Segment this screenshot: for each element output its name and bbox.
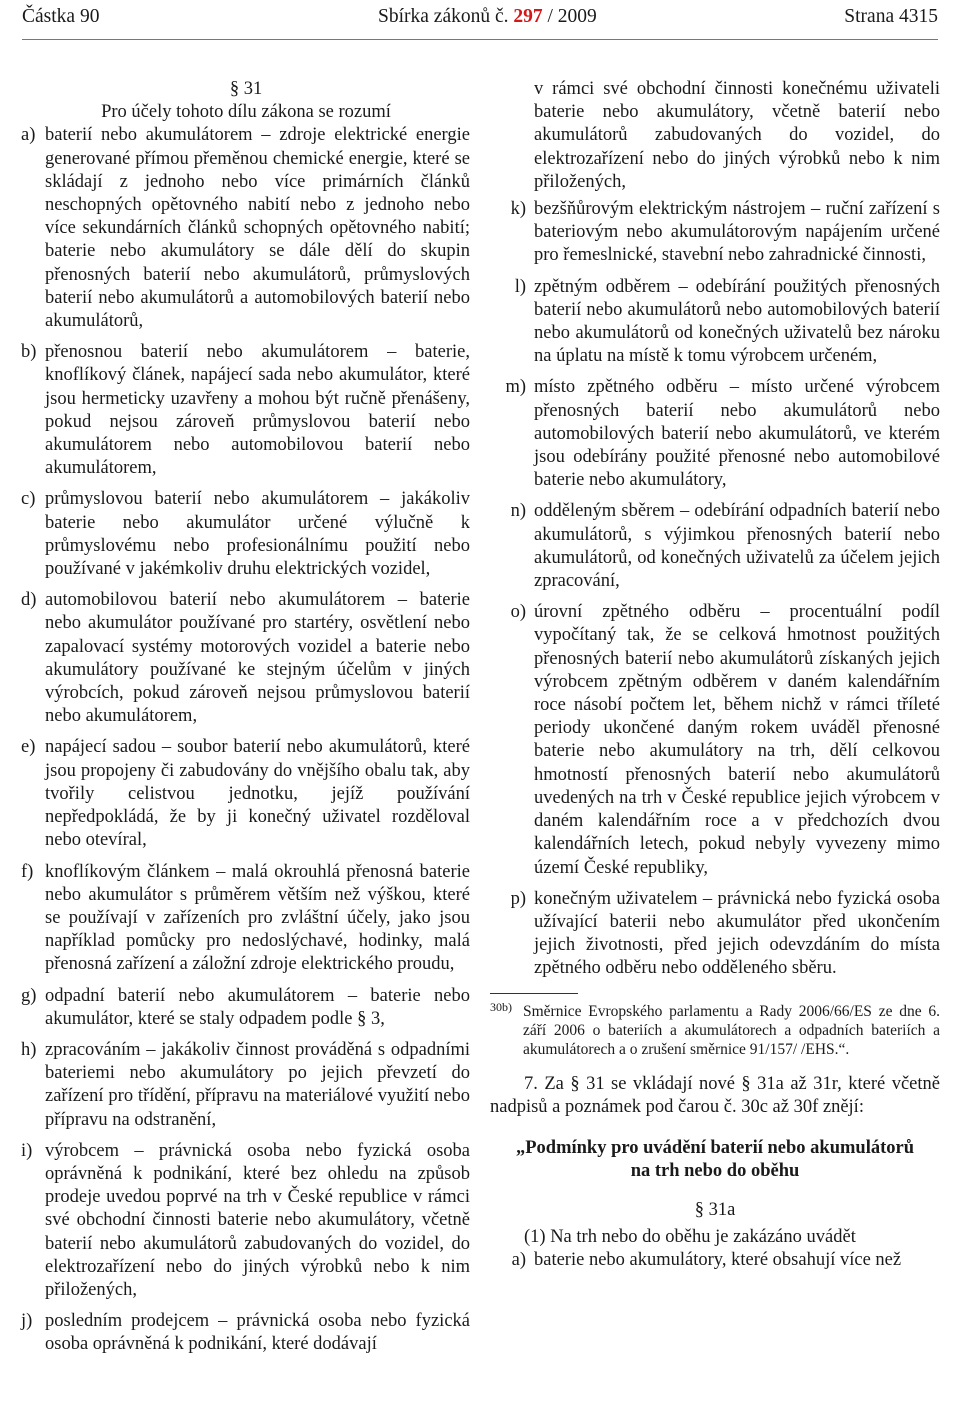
section-heading: § 31 xyxy=(229,79,263,99)
item-text: odpadní baterií nebo akumulátorem – baterie nebo akumulátor, které se staly odpadem podle § 3, xyxy=(45,985,470,1029)
item-label: a) xyxy=(21,125,36,146)
item-label: j) xyxy=(21,1311,33,1332)
item-label: n) xyxy=(510,501,526,522)
item-text: napájecí sadou – soubor baterií nebo akumulátorů, které jsou propojeny či zabudovány do vnějšího obalu tak, aby tvořily celistvou jednotku, jejíž používání nepředpokládá, že by ji konečný uživatel rozděloval nebo otevíral, xyxy=(45,737,470,851)
page-header xyxy=(22,2,938,32)
collection-prefix: Sbírka zákonů č. xyxy=(378,6,509,27)
item-label: e) xyxy=(21,737,36,758)
definition-item xyxy=(490,276,940,369)
item-label: h) xyxy=(21,1039,37,1060)
definition-item xyxy=(22,1310,470,1356)
item-label: i) xyxy=(21,1140,33,1161)
item-label: d) xyxy=(21,590,37,611)
item-text: výrobcem – právnická osoba nebo fyzická osoba oprávněná k podnikání, které bez ohledu na způsob prodeje uvedou poprvé na trh v České republice v rámci své obchodní činnosti baterie nebo akumulátory, včetně baterií nebo akumulátorů zabudovaných do vozidel, do elektrozařízení nebo do jiných výrobků nebo k nim přiložených, xyxy=(45,1140,470,1300)
definition-item xyxy=(22,341,470,480)
law-number: 297 xyxy=(513,6,543,27)
item-text: automobilovou baterií nebo akumulátorem – baterie nebo akumulátor používané pro startéry, osvětlení nebo zapalovací systémy motorových vozidel a baterie nebo akumulátory používané ke stejným účelům v jiných výrobcích, pokud zároveň nejsou průmyslovou baterií nebo akumulátorem, xyxy=(45,590,470,727)
definition-item xyxy=(22,736,470,852)
item-text: přenosnou baterií nebo akumulátorem – baterie, knoflíkový článek, napájecí sada nebo akumulátor, které jsou hermeticky uzavřeny a mohou být ručně přenášeny, pokud nejsou zároveň průmyslovou baterií nebo akumulátorem nebo automobilovou baterií nebo akumulátorem, xyxy=(45,342,470,479)
footnote xyxy=(490,999,940,1059)
item-text: odděleným sběrem – odebírání odpadních baterií nebo akumulátorů, s výjimkou přenosných baterií nebo akumulátorů, od konečných uživatelů za účelem jejich zpracování, xyxy=(534,501,940,592)
continued-item-text: v rámci své obchodní činnosti konečnému uživateli baterie nebo akumulátory, včetně baterií nebo akumulátorů zabudovaných do vozidel, do elektrozařízení nebo do jiných výrobků nebo k nim přiložených, xyxy=(534,79,940,192)
footnote-mark: 30b) xyxy=(490,999,512,1014)
collection-year: / 2009 xyxy=(547,6,597,27)
footnote-text: Směrnice Evropského parlamentu a Rady 2006/66/ES ze dne 6. září 2006 o bateriích a akumulátorech a odpadních bateriích a akumulátorech a o zrušení směrnice 91/157/ /EHS.“. xyxy=(523,1002,940,1058)
definition-item xyxy=(22,861,470,977)
definition-item xyxy=(490,376,940,492)
part-heading xyxy=(490,1137,940,1183)
definition-item xyxy=(22,1140,470,1302)
definition-item xyxy=(22,124,470,333)
definition-item xyxy=(22,985,470,1031)
item-text: knoflíkovým článkem – malá okrouhlá přenosná baterie nebo akumulátor s průměrem větším než výškou, které se používají v zařízeních pro zvláštní účely, jako jsou například pomůcky pro nedoslýchavé, hodinky, malá přenosná zařízení a záložní zdroje elektrického proudu, xyxy=(45,861,470,975)
item-label: f) xyxy=(21,861,34,882)
definition-item xyxy=(22,488,470,581)
right-column xyxy=(490,78,940,1281)
item-text: úrovní zpětného odběru – procentuální podíl vypočítaný tak, že se celková hmotnost použitých přenosných baterií nebo akumulátorů získaných jejich výrobcem zpětným odběrem v daném kalendářním roce násobí počtem let, během nichž v rámci tříleté periody ukončené daným rokem uváděl přenosné baterie nebo akumulátory na trh, dělí celkovou hmotností přenosných baterií nebo akumulátorů uvedených na trh v České republice jejich výrobcem v daném kalendářním roce a v předchozích dvou kalendářních letech, pokud nebyly vyvezeny mimo území České republiky, xyxy=(534,602,940,878)
definition-item xyxy=(490,198,940,268)
item-label: l) xyxy=(514,276,526,297)
section-heading: § 31a xyxy=(694,1199,736,1220)
item-label: p) xyxy=(510,888,526,909)
item-label: o) xyxy=(510,602,526,623)
paragraph-1: (1) Na trh nebo do oběhu je zakázáno uvádět xyxy=(524,1227,856,1248)
definition-item xyxy=(490,500,940,593)
page-number: Strana 4315 xyxy=(844,6,938,27)
collection-title xyxy=(378,2,597,32)
item-text: konečným uživatelem – právnická nebo fyzická osoba užívající baterii nebo akumulátor před ukončením jejich životnosti, před jejich odevzdáním do místa zpětného odběru nebo odděleného sběru. xyxy=(534,888,940,979)
definition-item xyxy=(490,601,940,879)
item-text: baterie nebo akumulátory, které obsahují více než xyxy=(534,1250,902,1271)
item-text: místo zpětného odběru – místo určené výrobcem přenosných baterií nebo akumulátorů nebo automobilových baterií nebo akumulátorů, ve kterém jsou odebírány použité přenosné nebo automobilové baterie nebo akumulátory, xyxy=(534,377,940,491)
item-text: zpracováním – jakákoliv činnost prováděná s odpadními bateriemi nebo akumulátory po jejich převzetí do zařízení pro třídění, přípravu na materiálové využití nebo přípravu na odstranění, xyxy=(45,1039,470,1130)
amendment-point: 7. Za § 31 se vkládají nové § 31a až 31r, které včetně nadpisů a poznámek pod čarou č. 30c až 30f znějí: xyxy=(490,1073,940,1117)
item-text: bezšňůrovým elektrickým nástrojem – ruční zařízení s bateriovým nebo akumulátorovým napájením určené pro řemeslnické, stavební nebo zahradnické činnosti, xyxy=(534,199,940,266)
part-heading-line: „Podmínky pro uvádění baterií nebo akumulátorů xyxy=(516,1137,914,1158)
item-label: a) xyxy=(511,1250,526,1271)
item-text: zpětným odběrem – odebírání použitých přenosných baterií nebo akumulátorů nebo automobilových baterií nebo akumulátorů od konečných uživatelů bez nároku na úplatu na místě k tomu výrobcem určeném, xyxy=(534,276,940,367)
item-label: b) xyxy=(21,342,37,363)
header-divider xyxy=(22,39,938,40)
prohibition-item xyxy=(490,1249,940,1272)
definition-item xyxy=(22,1039,470,1132)
item-text: průmyslovou baterií nebo akumulátorem – jakákoliv baterie nebo akumulátor určené výlučně k průmyslovému nebo profesionálnímu použití nebo používané v jakémkoliv druhu elektrických vozidel, xyxy=(45,489,470,580)
item-text: baterií nebo akumulátorem – zdroje elektrické energie generované přímou přeměnou chemické energie, které se skládají z jednoho nebo více primárních článků neschopných opětovného nabití nebo z jednoho nebo více sekundárních článků schopných opětovného nabití; baterie nebo akumulátory se dále dělí do skupin přenosných baterií nebo akumulátorů, průmyslových baterií nebo akumulátorů a automobilových baterií nebo akumulátorů, xyxy=(45,125,470,332)
definition-item xyxy=(22,589,470,728)
part-heading-line: na trh nebo do oběhu xyxy=(630,1160,800,1181)
footnote-divider xyxy=(490,993,578,994)
definition-item xyxy=(490,888,940,981)
issue-part: Částka 90 xyxy=(22,6,100,27)
left-column xyxy=(22,78,470,1365)
item-label: m) xyxy=(505,377,526,398)
intro-text: Pro účely tohoto dílu zákona se rozumí xyxy=(101,102,391,123)
definitions-list-continued xyxy=(490,198,940,981)
item-label: k) xyxy=(510,199,526,220)
definitions-list xyxy=(22,124,470,1356)
item-label: c) xyxy=(21,489,36,510)
item-text: posledním prodejcem – právnická osoba nebo fyzická osoba oprávněná k podnikání, které dodávají xyxy=(45,1311,470,1355)
item-label: g) xyxy=(21,985,37,1006)
